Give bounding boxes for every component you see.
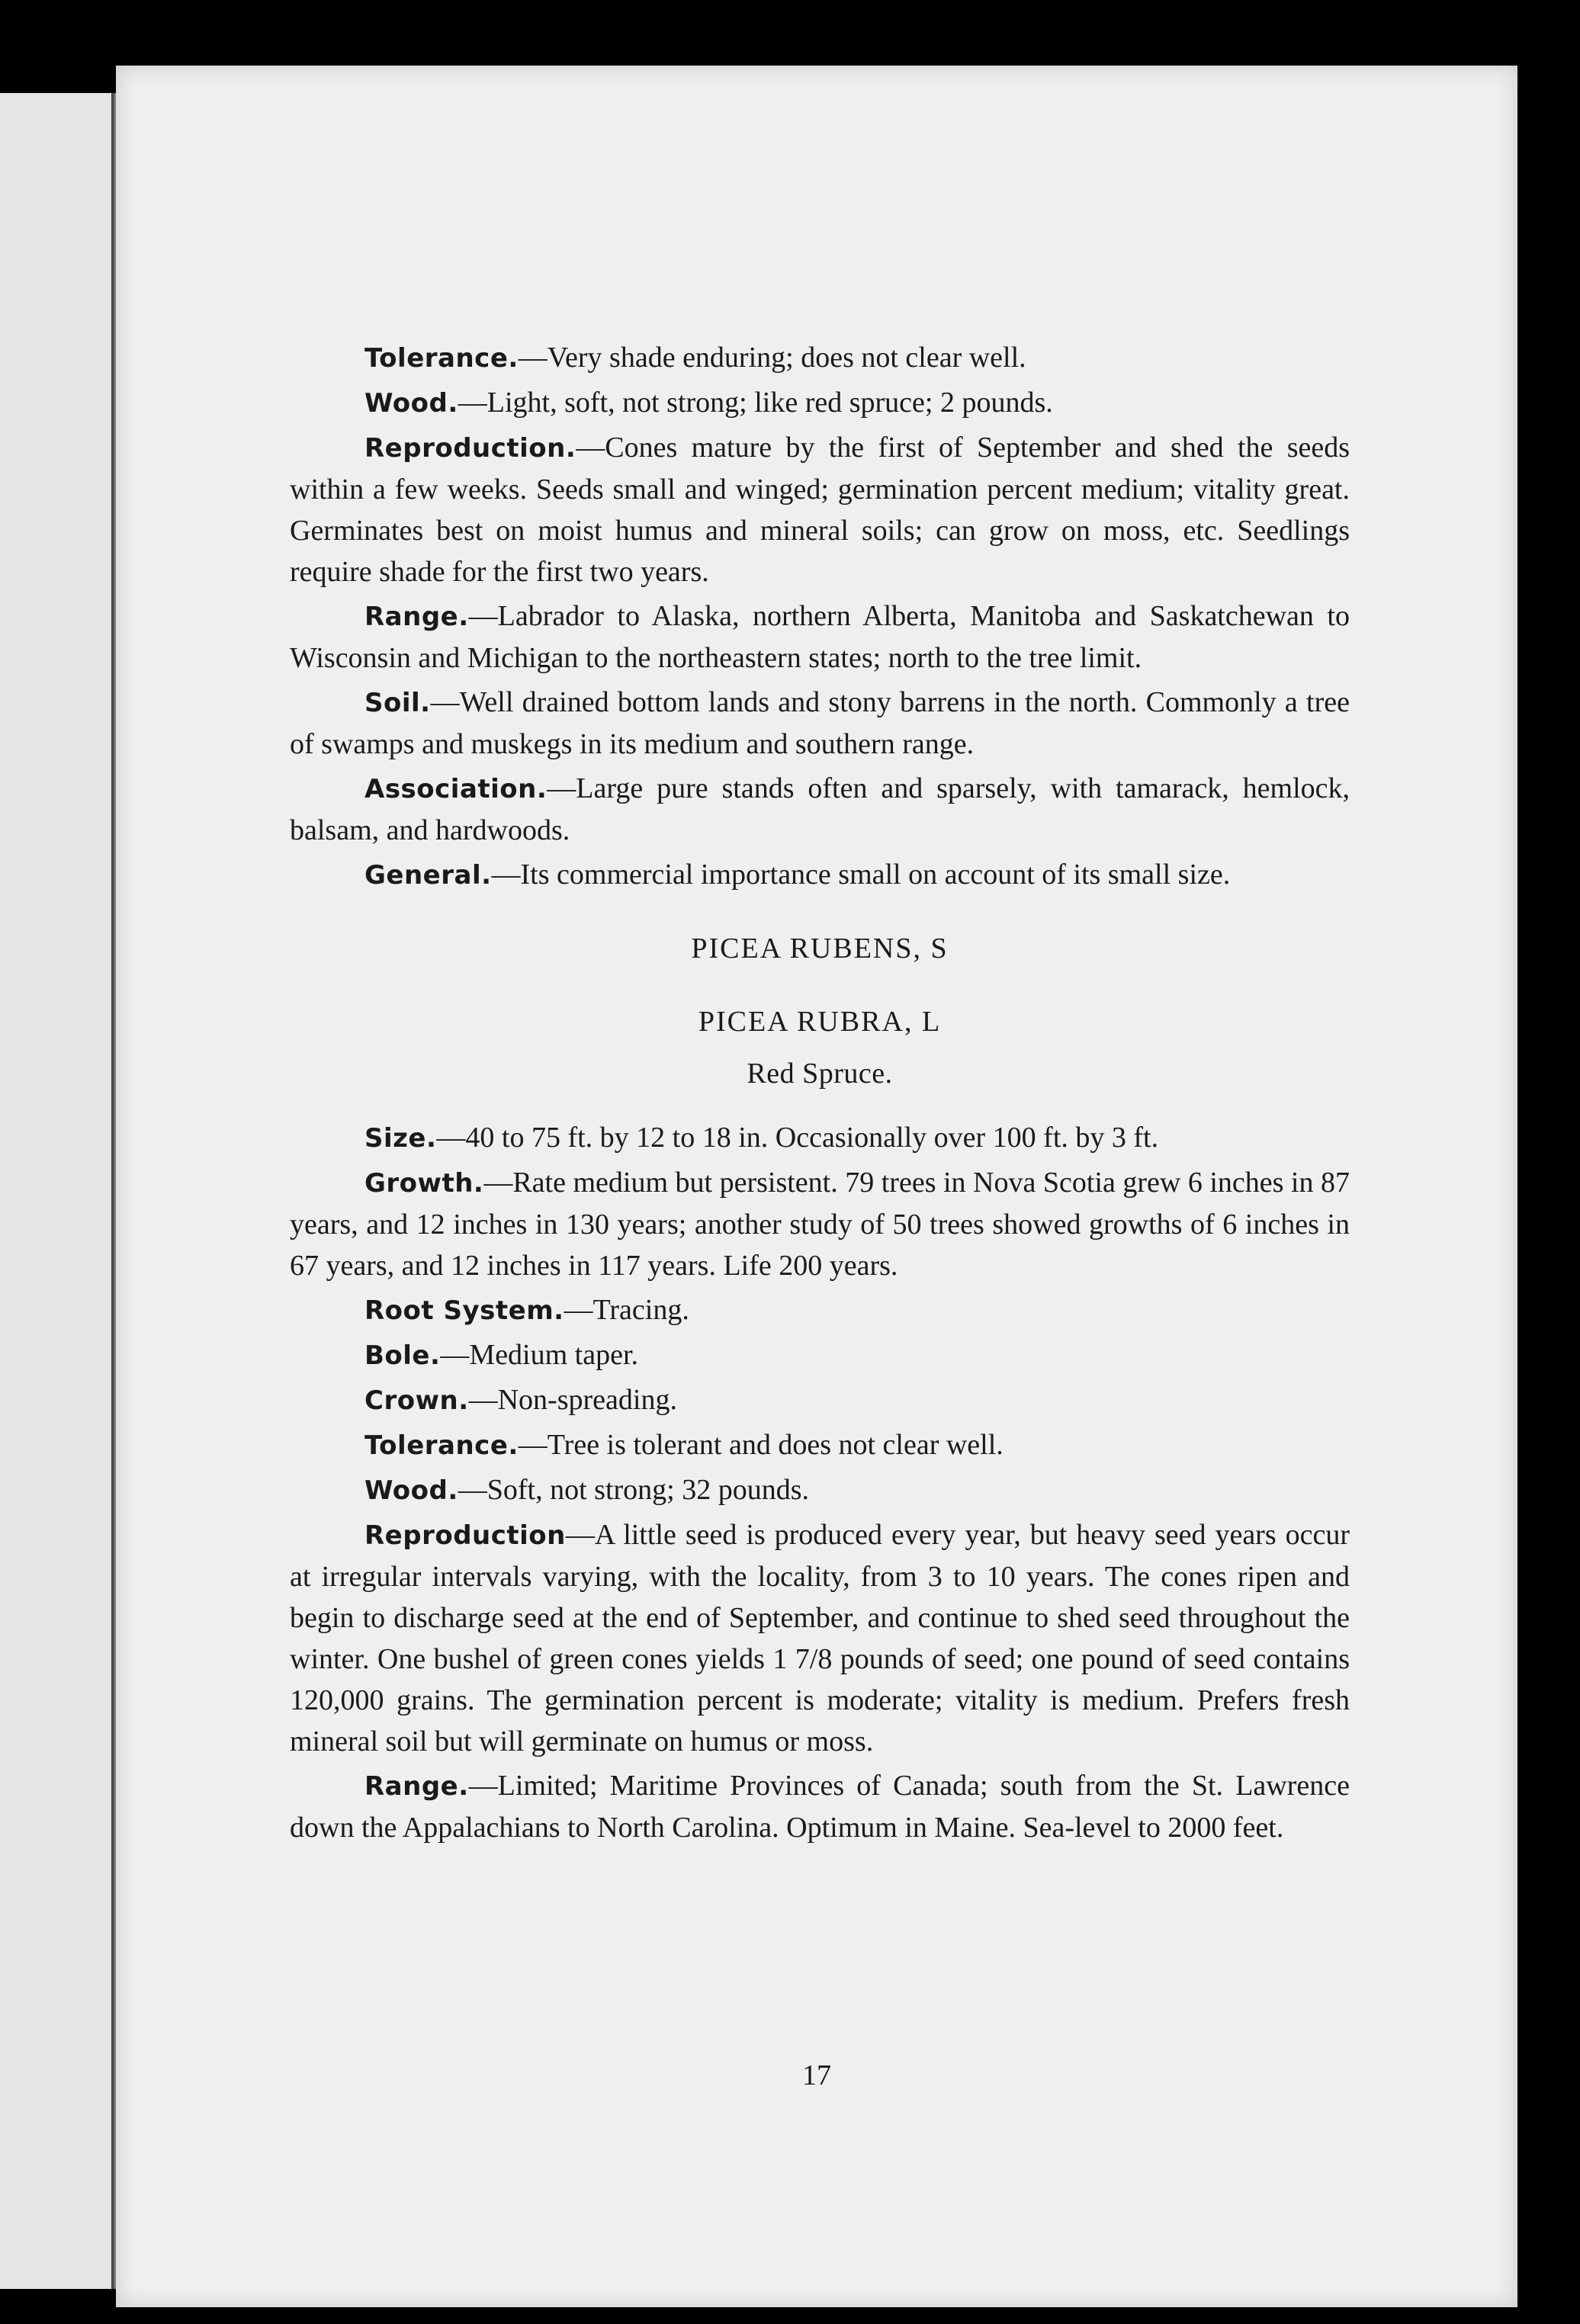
entry-range-2 — [290, 1765, 1350, 1848]
entry-text: —Limited; Maritime Provinces of Canada; south from the St. Lawrence down the Appalachians to North Carolina. Optimum in Maine. Sea-level to 2000 feet. — [290, 1770, 1350, 1844]
entry-text: —Soft, not strong; 32 pounds. — [458, 1474, 810, 1506]
entry-text: —Non-spreading. — [468, 1384, 677, 1416]
entry-text: —Very shade enduring; does not clear well. — [518, 342, 1026, 374]
entry-root-system — [290, 1289, 1350, 1331]
entry-heading: Growth. — [364, 1168, 484, 1199]
species-synonym: PICEA RUBRA, L — [698, 1006, 942, 1038]
entry-text: —40 to 75 ft. by 12 to 18 in. Occasionally over 100 ft. by 3 ft. — [436, 1122, 1159, 1154]
entry-text: —Tree is tolerant and does not clear well. — [518, 1429, 1004, 1461]
entry-text: —Tracing. — [564, 1294, 689, 1326]
entry-heading: Tolerance. — [364, 343, 519, 374]
entry-wood — [290, 382, 1350, 424]
entry-text: —Medium taper. — [440, 1339, 639, 1371]
entry-text: —Light, soft, not strong; like red spruce; 2 pounds. — [458, 387, 1053, 419]
facing-page-edge — [0, 93, 115, 2289]
section-gap — [290, 1094, 1350, 1117]
entry-text: —Rate medium but persistent. 79 trees in Nova Scotia grew 6 inches in 87 years, and 12 inches in 130 years; another study of 50 trees showed growths of 6 inches in 67 years, and 12 inches in 117 years. Life 200 years. — [290, 1167, 1350, 1282]
entry-tolerance — [290, 337, 1350, 379]
entry-text: —Cones mature by the first of September and shed the seeds within a few weeks. Seeds small and winged; germination percent medium; vitality great. Germinates best on moist humus and mineral soils; can grow on moss, etc. Seedlings require shade for the first two years. — [290, 432, 1350, 588]
entry-text: —Large pure stands often and sparsely, with tamarack, hemlock, balsam, and hardwoods. — [290, 772, 1350, 846]
entry-bole — [290, 1334, 1350, 1376]
entry-reproduction-2 — [290, 1514, 1350, 1762]
entry-heading: Wood. — [364, 388, 458, 419]
species-title: PICEA RUBENS, S — [691, 932, 949, 965]
entry-text: —Labrador to Alaska, northern Alberta, Manitoba and Saskatchewan to Wisconsin and Michigan to the northeastern states; north to the tree limit. — [290, 600, 1350, 674]
entry-association — [290, 768, 1350, 851]
entry-heading: Tolerance. — [364, 1430, 519, 1461]
entry-heading: Soil. — [364, 688, 431, 718]
entry-soil — [290, 682, 1350, 765]
entry-text: —A little seed is produced every year, but heavy seed years occur at irregular intervals varying, with the locality, from 3 to 10 years. The cones ripen and begin to discharge seed at the end of September, and continue to shed seed throughout the winter. One bushel of green cones yields 1 7/8 pounds of seed; one pound of seed contains 120,000 grains. The germination percent is moderate; vitality is medium. Prefers fresh mineral soil but will germinate on humus or moss. — [290, 1519, 1350, 1757]
species-common-name: Red Spruce. — [747, 1058, 893, 1090]
entry-heading: Bole. — [364, 1340, 441, 1371]
entry-crown — [290, 1379, 1350, 1421]
entry-heading: Reproduction — [364, 1520, 566, 1551]
entry-heading: Range. — [364, 602, 469, 632]
entry-growth — [290, 1162, 1350, 1286]
entry-wood-2 — [290, 1469, 1350, 1511]
entry-heading: Reproduction. — [364, 433, 576, 464]
entry-heading: Association. — [364, 774, 548, 804]
entry-reproduction — [290, 427, 1350, 592]
entry-size — [290, 1117, 1350, 1159]
page-text — [290, 337, 1350, 1851]
entry-text: —Its commercial importance small on account of its small size. — [491, 859, 1231, 891]
entry-text: —Well drained bottom lands and stony barrens in the north. Commonly a tree of swamps and muskegs in its medium and southern range. — [290, 686, 1350, 760]
entry-heading: Crown. — [364, 1385, 469, 1416]
entry-heading: General. — [364, 860, 492, 891]
book-page — [116, 66, 1517, 2307]
page-number: 17 — [802, 2059, 831, 2091]
entry-heading: Size. — [364, 1123, 437, 1154]
entry-range — [290, 595, 1350, 679]
entry-heading: Wood. — [364, 1475, 458, 1506]
entry-general — [290, 854, 1350, 896]
entry-heading: Range. — [364, 1771, 469, 1802]
entry-tolerance-2 — [290, 1424, 1350, 1466]
entry-heading: Root System. — [364, 1295, 564, 1326]
